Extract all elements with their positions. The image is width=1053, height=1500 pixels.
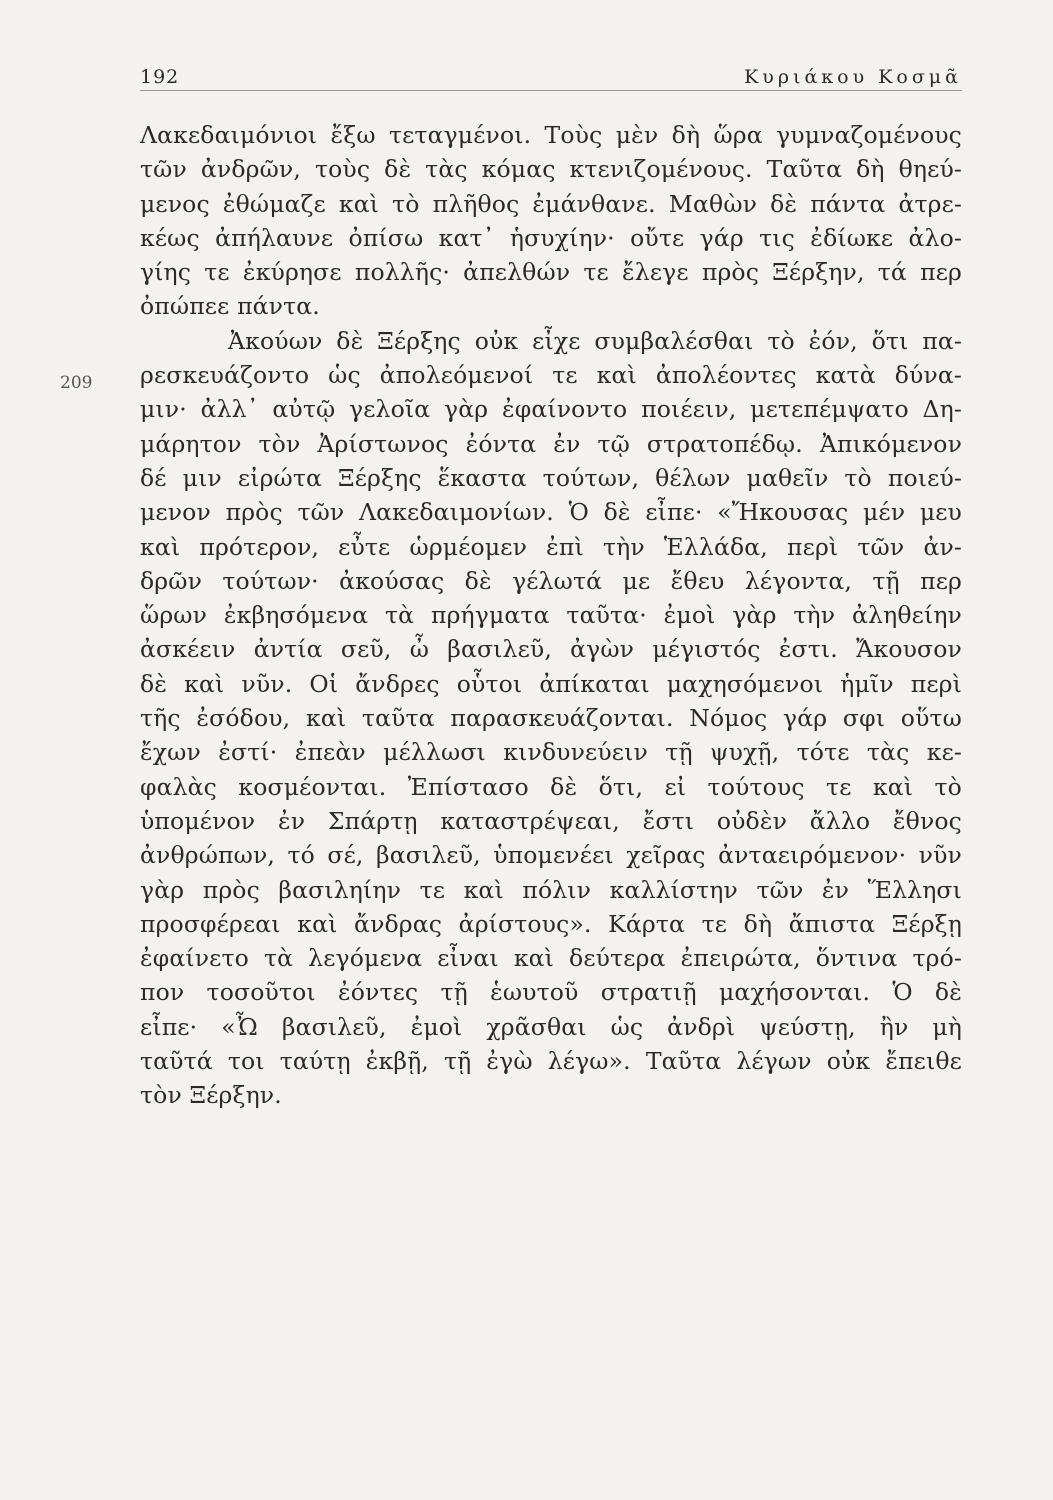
header-rule [140, 90, 962, 91]
text-line: τῶν ἀνδρῶν, τοὺς δὲ τὰς κόμας κτενιζομένους. Ταῦτα δὴ θηεύ- [140, 155, 962, 184]
section-number: 209 [60, 373, 93, 393]
text-line: ἔχων ἐστί· ἐπεὰν μέλλωσι κινδυνεύειν τῇ ψυχῇ, τότε τὰς κε- [140, 738, 962, 767]
text-line: ὀπώπεε πάντα. [140, 292, 320, 321]
text-line: ἀσκέειν ἀντία σεῦ, ὦ βασιλεῦ, ἀγὼν μέγιστός ἐστι. Ἄκουσον [140, 635, 962, 664]
text-line: Ἀκούων δὲ Ξέρξης οὐκ εἶχε συμβαλέσθαι τὸ ἐόν, ὅτι πα- [228, 326, 962, 355]
text-line: ἀνθρώπων, τό σέ, βασιλεῦ, ὑπομενέει χεῖρας ἀνταειρόμενον· νῦν [140, 841, 962, 870]
text-line: δέ μιν εἰρώτα Ξέρξης ἕκαστα τούτων, θέλων μαθεῖν τὸ ποιεύ- [140, 463, 962, 492]
running-head: Κυριάκου Κοσμᾶ [744, 66, 962, 88]
text-line: ἐφαίνετο τὰ λεγόμενα εἶναι καὶ δεύτερα ἐπειρώτα, ὅντινα τρό- [140, 944, 962, 973]
text-line: πον τοσοῦτοι ἐόντες τῇ ἑωυτοῦ στρατιῇ μαχήσονται. Ὁ δὲ [140, 978, 962, 1007]
text-line: ὑπομένον ἐν Σπάρτῃ καταστρέψεαι, ἔστι οὐδὲν ἄλλο ἔθνος [140, 806, 962, 835]
text-line: κέως ἀπήλαυνε ὀπίσω κατ᾽ ἡσυχίην· οὔτε γάρ τις ἐδίωκε ἀλο- [140, 223, 962, 252]
page-number: 192 [140, 66, 180, 88]
text-line: τὸν Ξέρξην. [140, 1081, 282, 1110]
text-line: Λακεδαιμόνιοι ἔξω τεταγμένοι. Τοὺς μὲν δὴ ὥρα γυμναζομένους [140, 121, 962, 149]
text-line: μενος ἐθώμαζε καὶ τὸ πλῆθος ἐμάνθανε. Μαθὼν δὲ πάντα ἀτρε- [140, 189, 962, 218]
text-line: γὰρ πρὸς βασιληίην τε καὶ πόλιν καλλίστην τῶν ἐν Ἕλλησι [140, 875, 962, 904]
text-line: μάρητον τὸν Ἀρίστωνος ἐόντα ἐν τῷ στρατοπέδῳ. Ἀπικόμενον [140, 429, 962, 458]
text-line: ὥρων ἐκβησόμενα τὰ πρήγματα ταῦτα· ἐμοὶ γὰρ τὴν ἀληθείην [140, 601, 962, 630]
text-line: μιν· ἀλλ᾽ αὐτῷ γελοῖα γὰρ ἐφαίνοντο ποιέειν, μετεπέμψατο Δη- [140, 395, 962, 424]
text-line: μενον πρὸς τῶν Λακεδαιμονίων. Ὁ δὲ εἶπε· «Ἤκουσας μέν μευ [140, 498, 962, 527]
text-line: ρεσκευάζοντο ὡς ἀπολεόμενοί τε καὶ ἀπολέοντες κατὰ δύνα- [140, 361, 962, 390]
text-line: τῆς ἐσόδου, καὶ ταῦτα παρασκευάζονται. Νόμος γάρ σφι οὕτω [140, 704, 962, 733]
text-line: γίης τε ἐκύρησε πολλῆς· ἀπελθών τε ἔλεγε πρὸς Ξέρξην, τά περ [140, 258, 962, 287]
text-line: ταῦτά τοι ταύτῃ ἐκβῇ, τῇ ἐγὼ λέγω». Ταῦτα λέγων οὐκ ἔπειθε [140, 1047, 962, 1076]
text-line: δρῶν τούτων· ἀκούσας δὲ γέλωτά με ἔθευ λέγοντα, τῇ περ [140, 566, 962, 595]
text-line: δὲ καὶ νῦν. Οἱ ἄνδρες οὗτοι ἀπίκαται μαχησόμενοι ἡμῖν περὶ [140, 669, 962, 698]
body-text [140, 118, 962, 1113]
page-header [140, 66, 962, 96]
text-line: φαλὰς κοσμέονται. Ἐπίστασο δὲ ὅτι, εἰ τούτους τε καὶ τὸ [140, 772, 962, 801]
text-line: προσφέρεαι καὶ ἄνδρας ἀρίστους». Κάρτα τε δὴ ἄπιστα Ξέρξῃ [140, 909, 962, 938]
text-line: καὶ πρότερον, εὖτε ὡρμέομεν ἐπὶ τὴν Ἑλλάδα, περὶ τῶν ἀν- [140, 532, 962, 561]
text-line: εἶπε· «Ὦ βασιλεῦ, ἐμοὶ χρᾶσθαι ὡς ἀνδρὶ ψεύστῃ, ἢν μὴ [140, 1012, 962, 1041]
